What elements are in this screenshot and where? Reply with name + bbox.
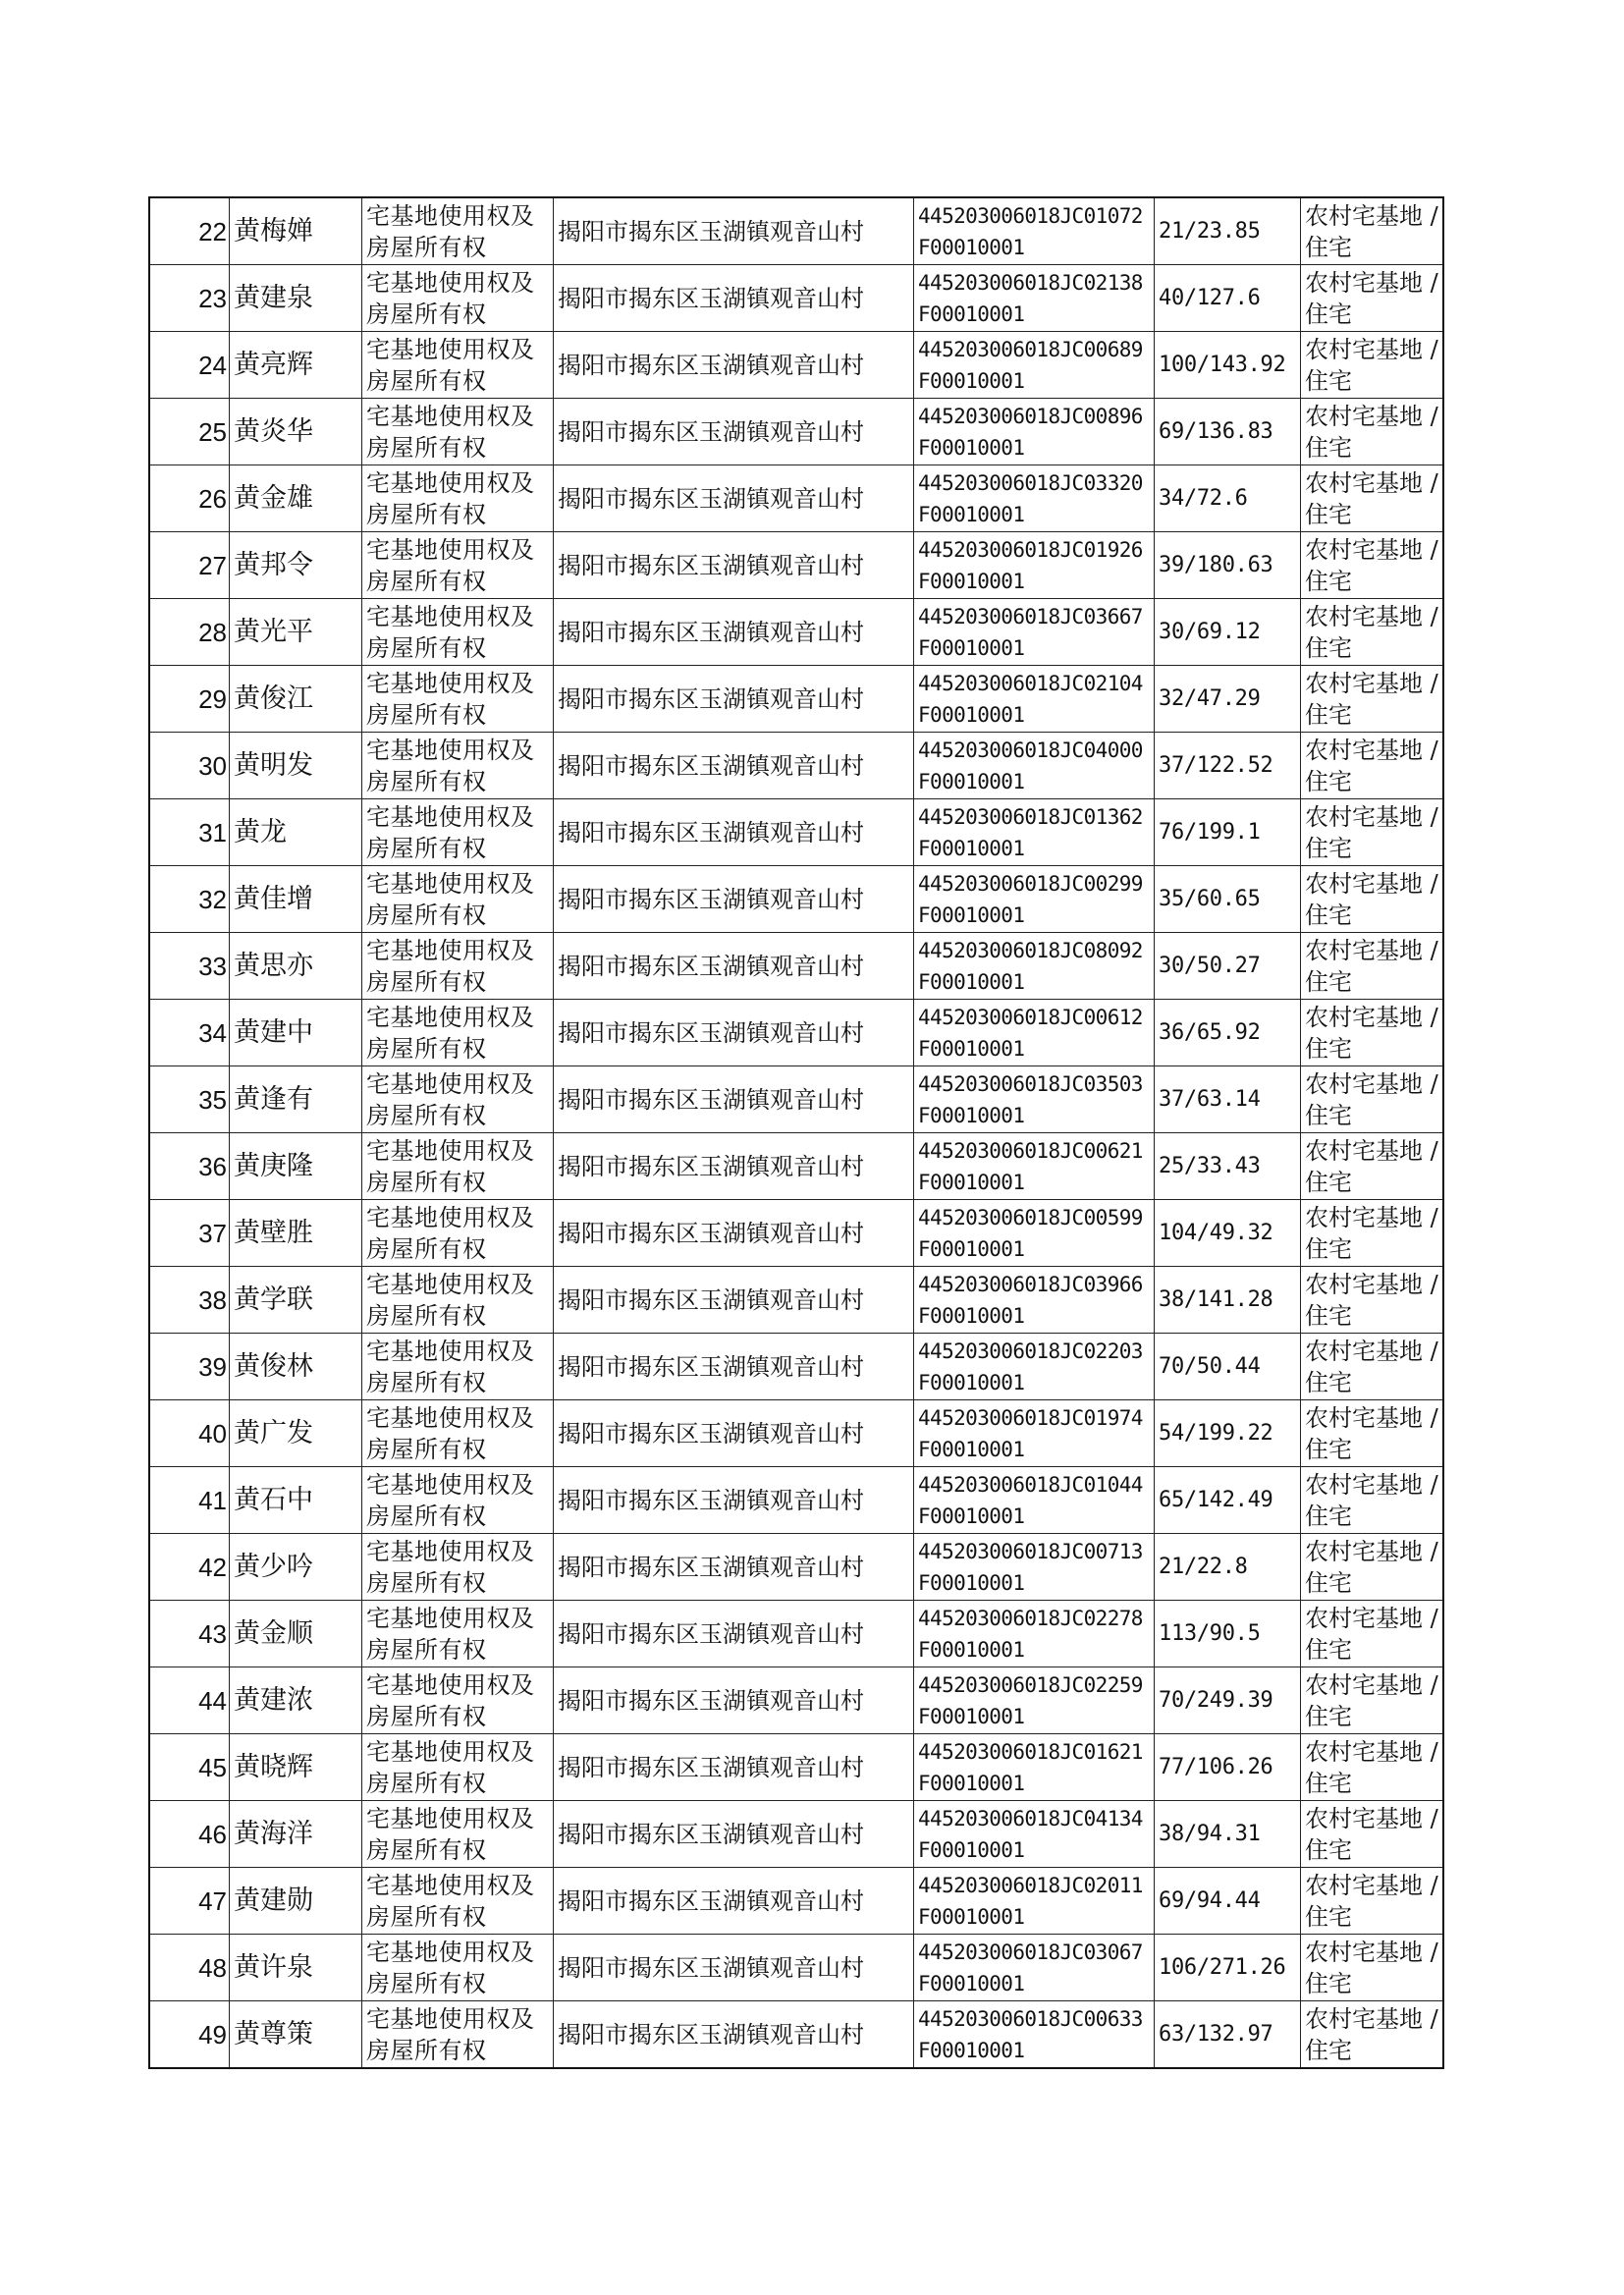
land-use-cell: 农村宅基地 / 住宅 — [1301, 1467, 1444, 1534]
land-use-cell: 农村宅基地 / 住宅 — [1301, 1667, 1444, 1734]
unit-code-cell: 445203006018JC01362F00010001 — [914, 799, 1155, 866]
owner-name-cell: 黄俊江 — [230, 666, 362, 733]
row-number-cell: 49 — [149, 2001, 230, 2069]
right-type-cell: 宅基地使用权及房屋所有权 — [362, 332, 554, 399]
property-address-cell: 揭阳市揭东区玉湖镇观音山村 — [554, 2001, 914, 2069]
owner-name-cell: 黄亮辉 — [230, 332, 362, 399]
right-type-cell: 宅基地使用权及房屋所有权 — [362, 1667, 554, 1734]
unit-code-cell: 445203006018JC01621F00010001 — [914, 1734, 1155, 1801]
row-number-cell: 43 — [149, 1601, 230, 1667]
property-address-cell: 揭阳市揭东区玉湖镇观音山村 — [554, 1868, 914, 1935]
land-use-cell: 农村宅基地 / 住宅 — [1301, 532, 1444, 599]
right-type-cell: 宅基地使用权及房屋所有权 — [362, 2001, 554, 2069]
property-address-cell: 揭阳市揭东区玉湖镇观音山村 — [554, 733, 914, 799]
table-row — [149, 866, 1443, 933]
owner-name-cell: 黄建泉 — [230, 265, 362, 332]
area-values-cell: 65/142.49 — [1155, 1467, 1301, 1534]
row-number-cell: 38 — [149, 1267, 230, 1334]
owner-name-cell: 黄俊林 — [230, 1334, 362, 1400]
owner-name-cell: 黄炎华 — [230, 399, 362, 465]
owner-name-cell: 黄金顺 — [230, 1601, 362, 1667]
land-use-cell: 农村宅基地 / 住宅 — [1301, 1601, 1444, 1667]
property-address-cell: 揭阳市揭东区玉湖镇观音山村 — [554, 532, 914, 599]
property-address-cell: 揭阳市揭东区玉湖镇观音山村 — [554, 599, 914, 666]
right-type-cell: 宅基地使用权及房屋所有权 — [362, 1801, 554, 1868]
unit-code-cell: 445203006018JC00612F00010001 — [914, 1000, 1155, 1066]
land-use-cell: 农村宅基地 / 住宅 — [1301, 1133, 1444, 1200]
right-type-cell: 宅基地使用权及房屋所有权 — [362, 933, 554, 1000]
table-row — [149, 532, 1443, 599]
right-type-cell: 宅基地使用权及房屋所有权 — [362, 465, 554, 532]
area-values-cell: 106/271.26 — [1155, 1935, 1301, 2001]
property-address-cell: 揭阳市揭东区玉湖镇观音山村 — [554, 1601, 914, 1667]
area-values-cell: 30/69.12 — [1155, 599, 1301, 666]
property-address-cell: 揭阳市揭东区玉湖镇观音山村 — [554, 933, 914, 1000]
unit-code-cell: 445203006018JC00299F00010001 — [914, 866, 1155, 933]
right-type-cell: 宅基地使用权及房屋所有权 — [362, 1601, 554, 1667]
table-row — [149, 265, 1443, 332]
row-number-cell: 48 — [149, 1935, 230, 2001]
row-number-cell: 32 — [149, 866, 230, 933]
right-type-cell: 宅基地使用权及房屋所有权 — [362, 666, 554, 733]
right-type-cell: 宅基地使用权及房屋所有权 — [362, 1467, 554, 1534]
row-number-cell: 45 — [149, 1734, 230, 1801]
unit-code-cell: 445203006018JC02278F00010001 — [914, 1601, 1155, 1667]
owner-name-cell: 黄石中 — [230, 1467, 362, 1534]
area-values-cell: 69/94.44 — [1155, 1868, 1301, 1935]
right-type-cell: 宅基地使用权及房屋所有权 — [362, 733, 554, 799]
unit-code-cell: 445203006018JC02011F00010001 — [914, 1868, 1155, 1935]
right-type-cell: 宅基地使用权及房屋所有权 — [362, 532, 554, 599]
area-values-cell: 69/136.83 — [1155, 399, 1301, 465]
table-row — [149, 465, 1443, 532]
unit-code-cell: 445203006018JC03503F00010001 — [914, 1066, 1155, 1133]
land-use-cell: 农村宅基地 / 住宅 — [1301, 1066, 1444, 1133]
right-type-cell: 宅基地使用权及房屋所有权 — [362, 1734, 554, 1801]
unit-code-cell: 445203006018JC01044F00010001 — [914, 1467, 1155, 1534]
table-row — [149, 399, 1443, 465]
table-row — [149, 1801, 1443, 1868]
property-address-cell: 揭阳市揭东区玉湖镇观音山村 — [554, 1400, 914, 1467]
land-use-cell: 农村宅基地 / 住宅 — [1301, 933, 1444, 1000]
area-values-cell: 38/94.31 — [1155, 1801, 1301, 1868]
row-number-cell: 31 — [149, 799, 230, 866]
table-row — [149, 933, 1443, 1000]
owner-name-cell: 黄邦令 — [230, 532, 362, 599]
owner-name-cell: 黄学联 — [230, 1267, 362, 1334]
row-number-cell: 40 — [149, 1400, 230, 1467]
owner-name-cell: 黄建浓 — [230, 1667, 362, 1734]
unit-code-cell: 445203006018JC02259F00010001 — [914, 1667, 1155, 1734]
unit-code-cell: 445203006018JC04134F00010001 — [914, 1801, 1155, 1868]
right-type-cell: 宅基地使用权及房屋所有权 — [362, 399, 554, 465]
land-use-cell: 农村宅基地 / 住宅 — [1301, 265, 1444, 332]
unit-code-cell: 445203006018JC02203F00010001 — [914, 1334, 1155, 1400]
table-row — [149, 1734, 1443, 1801]
owner-name-cell: 黄龙 — [230, 799, 362, 866]
land-use-cell: 农村宅基地 / 住宅 — [1301, 332, 1444, 399]
property-address-cell: 揭阳市揭东区玉湖镇观音山村 — [554, 1935, 914, 2001]
area-values-cell: 37/122.52 — [1155, 733, 1301, 799]
owner-name-cell: 黄建勋 — [230, 1868, 362, 1935]
area-values-cell: 100/143.92 — [1155, 332, 1301, 399]
right-type-cell: 宅基地使用权及房屋所有权 — [362, 1066, 554, 1133]
right-type-cell: 宅基地使用权及房屋所有权 — [362, 1400, 554, 1467]
area-values-cell: 30/50.27 — [1155, 933, 1301, 1000]
unit-code-cell: 445203006018JC03966F00010001 — [914, 1267, 1155, 1334]
table-row — [149, 1400, 1443, 1467]
owner-name-cell: 黄海洋 — [230, 1801, 362, 1868]
area-values-cell: 70/50.44 — [1155, 1334, 1301, 1400]
property-address-cell: 揭阳市揭东区玉湖镇观音山村 — [554, 866, 914, 933]
table-row — [149, 1667, 1443, 1734]
owner-name-cell: 黄少吟 — [230, 1534, 362, 1601]
right-type-cell: 宅基地使用权及房屋所有权 — [362, 1267, 554, 1334]
row-number-cell: 28 — [149, 599, 230, 666]
property-address-cell: 揭阳市揭东区玉湖镇观音山村 — [554, 1534, 914, 1601]
unit-code-cell: 445203006018JC00633F00010001 — [914, 2001, 1155, 2069]
unit-code-cell: 445203006018JC08092F00010001 — [914, 933, 1155, 1000]
row-number-cell: 22 — [149, 197, 230, 265]
land-use-cell: 农村宅基地 / 住宅 — [1301, 399, 1444, 465]
area-values-cell: 34/72.6 — [1155, 465, 1301, 532]
owner-name-cell: 黄思亦 — [230, 933, 362, 1000]
property-address-cell: 揭阳市揭东区玉湖镇观音山村 — [554, 1200, 914, 1267]
area-values-cell: 39/180.63 — [1155, 532, 1301, 599]
table-row — [149, 1133, 1443, 1200]
table-row — [149, 666, 1443, 733]
land-use-cell: 农村宅基地 / 住宅 — [1301, 1400, 1444, 1467]
owner-name-cell: 黄许泉 — [230, 1935, 362, 2001]
row-number-cell: 30 — [149, 733, 230, 799]
property-address-cell: 揭阳市揭东区玉湖镇观音山村 — [554, 1801, 914, 1868]
owner-name-cell: 黄建中 — [230, 1000, 362, 1066]
table-row — [149, 1000, 1443, 1066]
property-address-cell: 揭阳市揭东区玉湖镇观音山村 — [554, 799, 914, 866]
table-row — [149, 1868, 1443, 1935]
unit-code-cell: 445203006018JC00599F00010001 — [914, 1200, 1155, 1267]
row-number-cell: 36 — [149, 1133, 230, 1200]
table-row — [149, 197, 1443, 265]
unit-code-cell: 445203006018JC02104F00010001 — [914, 666, 1155, 733]
property-address-cell: 揭阳市揭东区玉湖镇观音山村 — [554, 265, 914, 332]
owner-name-cell: 黄壁胜 — [230, 1200, 362, 1267]
row-number-cell: 33 — [149, 933, 230, 1000]
unit-code-cell: 445203006018JC03067F00010001 — [914, 1935, 1155, 2001]
land-use-cell: 农村宅基地 / 住宅 — [1301, 1000, 1444, 1066]
land-use-cell: 农村宅基地 / 住宅 — [1301, 866, 1444, 933]
row-number-cell: 42 — [149, 1534, 230, 1601]
row-number-cell: 34 — [149, 1000, 230, 1066]
right-type-cell: 宅基地使用权及房屋所有权 — [362, 1935, 554, 2001]
unit-code-cell: 445203006018JC04000F00010001 — [914, 733, 1155, 799]
row-number-cell: 27 — [149, 532, 230, 599]
unit-code-cell: 445203006018JC01072F00010001 — [914, 197, 1155, 265]
owner-name-cell: 黄金雄 — [230, 465, 362, 532]
owner-name-cell: 黄明发 — [230, 733, 362, 799]
row-number-cell: 24 — [149, 332, 230, 399]
unit-code-cell: 445203006018JC03667F00010001 — [914, 599, 1155, 666]
right-type-cell: 宅基地使用权及房屋所有权 — [362, 866, 554, 933]
land-use-cell: 农村宅基地 / 住宅 — [1301, 799, 1444, 866]
property-address-cell: 揭阳市揭东区玉湖镇观音山村 — [554, 1467, 914, 1534]
right-type-cell: 宅基地使用权及房屋所有权 — [362, 197, 554, 265]
unit-code-cell: 445203006018JC00621F00010001 — [914, 1133, 1155, 1200]
owner-name-cell: 黄广发 — [230, 1400, 362, 1467]
area-values-cell: 113/90.5 — [1155, 1601, 1301, 1667]
property-address-cell: 揭阳市揭东区玉湖镇观音山村 — [554, 1667, 914, 1734]
area-values-cell: 54/199.22 — [1155, 1400, 1301, 1467]
land-use-cell: 农村宅基地 / 住宅 — [1301, 2001, 1444, 2069]
unit-code-cell: 445203006018JC00896F00010001 — [914, 399, 1155, 465]
land-use-cell: 农村宅基地 / 住宅 — [1301, 1935, 1444, 2001]
land-use-cell: 农村宅基地 / 住宅 — [1301, 1801, 1444, 1868]
land-use-cell: 农村宅基地 / 住宅 — [1301, 1334, 1444, 1400]
property-address-cell: 揭阳市揭东区玉湖镇观音山村 — [554, 1267, 914, 1334]
land-use-cell: 农村宅基地 / 住宅 — [1301, 1734, 1444, 1801]
row-number-cell: 39 — [149, 1334, 230, 1400]
row-number-cell: 25 — [149, 399, 230, 465]
area-values-cell: 38/141.28 — [1155, 1267, 1301, 1334]
table-row — [149, 1066, 1443, 1133]
area-values-cell: 25/33.43 — [1155, 1133, 1301, 1200]
land-use-cell: 农村宅基地 / 住宅 — [1301, 733, 1444, 799]
area-values-cell: 21/23.85 — [1155, 197, 1301, 265]
land-use-cell: 农村宅基地 / 住宅 — [1301, 1868, 1444, 1935]
property-address-cell: 揭阳市揭东区玉湖镇观音山村 — [554, 465, 914, 532]
right-type-cell: 宅基地使用权及房屋所有权 — [362, 599, 554, 666]
row-number-cell: 35 — [149, 1066, 230, 1133]
owner-name-cell: 黄逢有 — [230, 1066, 362, 1133]
owner-name-cell: 黄晓辉 — [230, 1734, 362, 1801]
property-address-cell: 揭阳市揭东区玉湖镇观音山村 — [554, 1133, 914, 1200]
property-address-cell: 揭阳市揭东区玉湖镇观音山村 — [554, 1734, 914, 1801]
land-use-cell: 农村宅基地 / 住宅 — [1301, 599, 1444, 666]
property-address-cell: 揭阳市揭东区玉湖镇观音山村 — [554, 1066, 914, 1133]
unit-code-cell: 445203006018JC02138F00010001 — [914, 265, 1155, 332]
property-address-cell: 揭阳市揭东区玉湖镇观音山村 — [554, 399, 914, 465]
table-row — [149, 1200, 1443, 1267]
right-type-cell: 宅基地使用权及房屋所有权 — [362, 1534, 554, 1601]
area-values-cell: 32/47.29 — [1155, 666, 1301, 733]
area-values-cell: 35/60.65 — [1155, 866, 1301, 933]
area-values-cell: 40/127.6 — [1155, 265, 1301, 332]
area-values-cell: 76/199.1 — [1155, 799, 1301, 866]
property-address-cell: 揭阳市揭东区玉湖镇观音山村 — [554, 332, 914, 399]
land-use-cell: 农村宅基地 / 住宅 — [1301, 465, 1444, 532]
right-type-cell: 宅基地使用权及房屋所有权 — [362, 265, 554, 332]
property-address-cell: 揭阳市揭东区玉湖镇观音山村 — [554, 1000, 914, 1066]
row-number-cell: 37 — [149, 1200, 230, 1267]
land-use-cell: 农村宅基地 / 住宅 — [1301, 666, 1444, 733]
table-row — [149, 1601, 1443, 1667]
table-row — [149, 1267, 1443, 1334]
property-address-cell: 揭阳市揭东区玉湖镇观音山村 — [554, 666, 914, 733]
right-type-cell: 宅基地使用权及房屋所有权 — [362, 1868, 554, 1935]
row-number-cell: 41 — [149, 1467, 230, 1534]
right-type-cell: 宅基地使用权及房屋所有权 — [362, 799, 554, 866]
row-number-cell: 47 — [149, 1868, 230, 1935]
property-address-cell: 揭阳市揭东区玉湖镇观音山村 — [554, 1334, 914, 1400]
table-row — [149, 799, 1443, 866]
area-values-cell: 70/249.39 — [1155, 1667, 1301, 1734]
row-number-cell: 44 — [149, 1667, 230, 1734]
registry-table-body — [149, 197, 1443, 2068]
table-row — [149, 1534, 1443, 1601]
table-row — [149, 733, 1443, 799]
table-row — [149, 1935, 1443, 2001]
unit-code-cell: 445203006018JC00689F00010001 — [914, 332, 1155, 399]
owner-name-cell: 黄佳增 — [230, 866, 362, 933]
right-type-cell: 宅基地使用权及房屋所有权 — [362, 1133, 554, 1200]
property-address-cell: 揭阳市揭东区玉湖镇观音山村 — [554, 197, 914, 265]
table-row — [149, 2001, 1443, 2069]
table-row — [149, 1467, 1443, 1534]
area-values-cell: 104/49.32 — [1155, 1200, 1301, 1267]
unit-code-cell: 445203006018JC01974F00010001 — [914, 1400, 1155, 1467]
area-values-cell: 37/63.14 — [1155, 1066, 1301, 1133]
land-use-cell: 农村宅基地 / 住宅 — [1301, 1534, 1444, 1601]
unit-code-cell: 445203006018JC01926F00010001 — [914, 532, 1155, 599]
area-values-cell: 77/106.26 — [1155, 1734, 1301, 1801]
table-row — [149, 1334, 1443, 1400]
row-number-cell: 46 — [149, 1801, 230, 1868]
land-use-cell: 农村宅基地 / 住宅 — [1301, 197, 1444, 265]
right-type-cell: 宅基地使用权及房屋所有权 — [362, 1334, 554, 1400]
row-number-cell: 23 — [149, 265, 230, 332]
land-use-cell: 农村宅基地 / 住宅 — [1301, 1200, 1444, 1267]
area-values-cell: 21/22.8 — [1155, 1534, 1301, 1601]
owner-name-cell: 黄梅婵 — [230, 197, 362, 265]
right-type-cell: 宅基地使用权及房屋所有权 — [362, 1200, 554, 1267]
owner-name-cell: 黄尊策 — [230, 2001, 362, 2069]
table-row — [149, 599, 1443, 666]
land-use-cell: 农村宅基地 / 住宅 — [1301, 1267, 1444, 1334]
unit-code-cell: 445203006018JC03320F00010001 — [914, 465, 1155, 532]
area-values-cell: 63/132.97 — [1155, 2001, 1301, 2069]
owner-name-cell: 黄庚隆 — [230, 1133, 362, 1200]
area-values-cell: 36/65.92 — [1155, 1000, 1301, 1066]
right-type-cell: 宅基地使用权及房屋所有权 — [362, 1000, 554, 1066]
owner-name-cell: 黄光平 — [230, 599, 362, 666]
registry-table — [148, 196, 1444, 2069]
row-number-cell: 26 — [149, 465, 230, 532]
row-number-cell: 29 — [149, 666, 230, 733]
table-row — [149, 332, 1443, 399]
unit-code-cell: 445203006018JC00713F00010001 — [914, 1534, 1155, 1601]
